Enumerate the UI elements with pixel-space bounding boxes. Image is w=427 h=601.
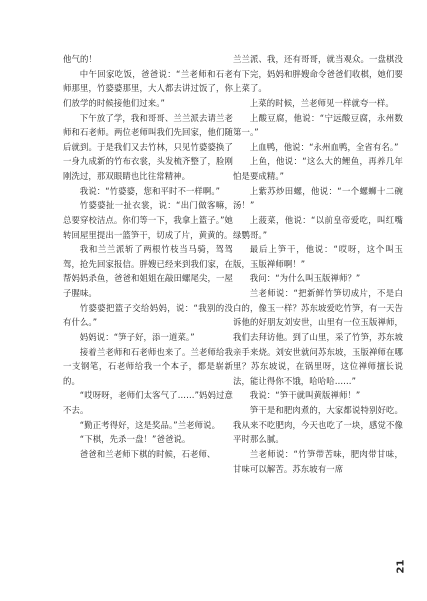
paragraph: 我问：“为什么叫玉版禅师？” [249, 273, 361, 284]
paragraph: 下午放了学，我和哥哥、兰兰派去请兰老师和石老师。两位老师叫我们先回家，他们随后就到。于是我们又去竹林，只见竹婆婆换了一身九成新的竹布衣裳，头发梳齐整了，脸刚刚洗过，那双眼睛也比往常精神。 [63, 112, 233, 181]
paragraph: “勤正考得好，这是奖品。”兰老师说。 [79, 419, 221, 430]
paragraph: 上血鸭，他说：“永州血鸭，全省有名。” [249, 141, 399, 152]
paragraph: 爸爸和兰老师下棋的时候，石老师、 [79, 448, 216, 459]
paragraph: 中午回家吃饭，爸爸说：“兰老师和石老师那里，竹婆婆那里，大人都去讲过饭了，你们放学的时候接他们过来。” [63, 68, 233, 108]
paragraph: 上菠菜，他说：“以前皇帝爱吃，叫红嘴绿鹦哥。” [233, 214, 403, 240]
paragraph: 兰老师说：“竹笋带苦味，肥肉带甘味，甘味可以解苦。苏东坡有一席 [233, 448, 403, 474]
paragraph: 兰兰派、我，还有哥哥，就当观众。一盘棋没有下完，妈妈和胖嫂命令爸爸们收棋，她们要上菜了。 [233, 54, 403, 94]
paragraph: 上菜的时候，兰老师见一样就夸一样。 [249, 97, 394, 108]
page-number: 21 [395, 559, 407, 574]
paragraph: 接着兰老师和石老师也来了。兰老师给我一支钢笔，石老师给我一个本子，都是崭新的。 [63, 346, 233, 386]
paragraph: 他气的！ [63, 54, 97, 64]
right-text-column [233, 52, 403, 476]
left-text-column [63, 52, 233, 462]
paragraph: 兰老师说：“把新鲜竹笋切成片，不是白白的，像玉一样？苏东坡爱吃竹笋，有一天告诉他的好朋友刘安世，山里有一位玉版禅师，我们去拜访他。到了山里，采了竹笋，苏东坡亲手来烧。刘安世就问苏东坡，玉版禅师在哪里？苏东坡说，在锅里呀，这位禅师擅长说法，能让得你不饿，哈哈哈……” [233, 288, 403, 386]
paragraph: 我说：“竹婆婆，您和平时不一样啊。” [79, 185, 221, 196]
paragraph: 竹婆婆扯一扯衣裳，说：“出门做客嘛，总要穿校洁点。你们等一下，我拿上篮子。”她转回屋里提出一篮笋干，切成了片，黄黄的。 [63, 200, 233, 240]
paragraph: 上紫苏炒田螺，他说：“一个螺蛳十二碗汤！” [233, 185, 403, 211]
paragraph: 妈妈说：“笋子好，添一道菜。” [79, 331, 195, 342]
paragraph: 我说：“笋干就叫黄版禅师！” [249, 390, 361, 401]
paragraph: “哎呀呀，老师们太客气了……”妈妈过意不去。 [63, 390, 233, 415]
paragraph: 竹婆婆把篮子交给妈妈，说：“我别的没有什么。” [63, 302, 233, 328]
paragraph: 我和兰兰派斩了两根竹枝当马骑，驾驾驾，抢先回家报信。胖嫂已经来到我们家，在帮妈妈杀鱼，爸爸和姐姐在敲田螺尾尖，一屋子腥味。 [63, 244, 233, 298]
paragraph: 笋干是和肥肉煮的，大家都说特别好吃。我从来不吃肥肉，今天也吃了一块，感觉不像平时那么腻。 [233, 405, 403, 445]
paragraph: 上鱼，他说：“这么大的鲤鱼，再养几年怕是要成精。” [233, 156, 403, 181]
paragraph: 最后上笋干，他说：“哎呀，这个叫玉版，玉版禅师啊！” [233, 244, 403, 269]
paragraph: 上酸豆腐，他说：“宁远酸豆腐，永州数第一。” [233, 112, 403, 138]
paragraph: “下棋，先杀一盘！”爸爸说。 [79, 434, 191, 445]
